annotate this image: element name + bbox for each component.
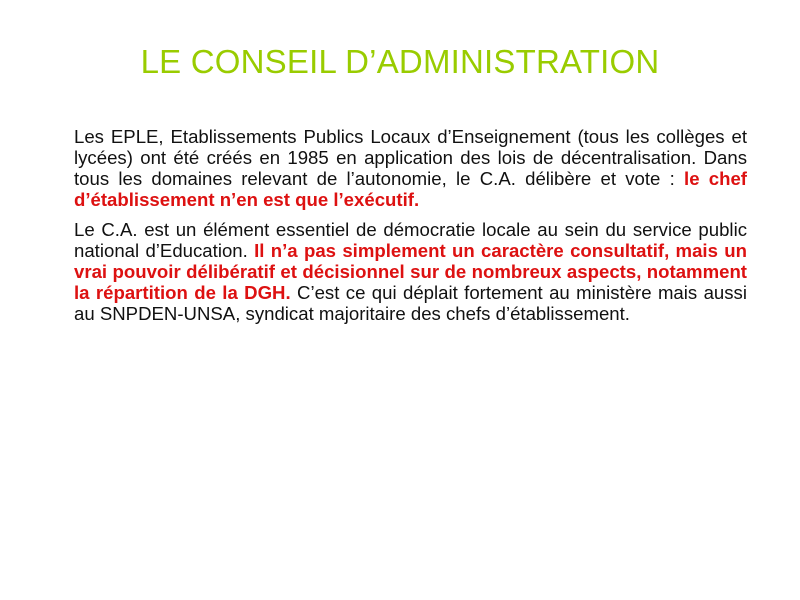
slide-title: LE CONSEIL D’ADMINISTRATION [140,43,660,80]
paragraph-ca-text-end: C’est ce qui déplait fortement au ministère mais aussi au SNPDEN-UNSA, syndicat majoritaire des chefs d’établissement. [74,282,747,324]
paragraph-ca-highlight: Il n’a pas simplement un caractère consultatif, mais un vrai pouvoir délibératif et décisionnel sur de nombreux aspects, notamment la répartition de la DGH. [74,240,747,303]
slide-body [74,126,747,333]
paragraph-eple-text: Les EPLE, Etablissements Publics Locaux d’Enseignement (tous les collèges et lycées) ont été créés en 1985 en application des lois de décentralisation. Dans tous les domaines relevant de l’autonomie, le C.A. délibère et vote : [74,126,747,189]
paragraph-ca-text-start: Le C.A. est un élément essentiel de démocratie locale au sein du service public national d’Education. [74,219,747,261]
paragraph-ca [74,219,747,324]
paragraph-eple-highlight: le chef d’établissement n’en est que l’exécutif. [74,168,748,210]
paragraph-eple [74,126,747,210]
